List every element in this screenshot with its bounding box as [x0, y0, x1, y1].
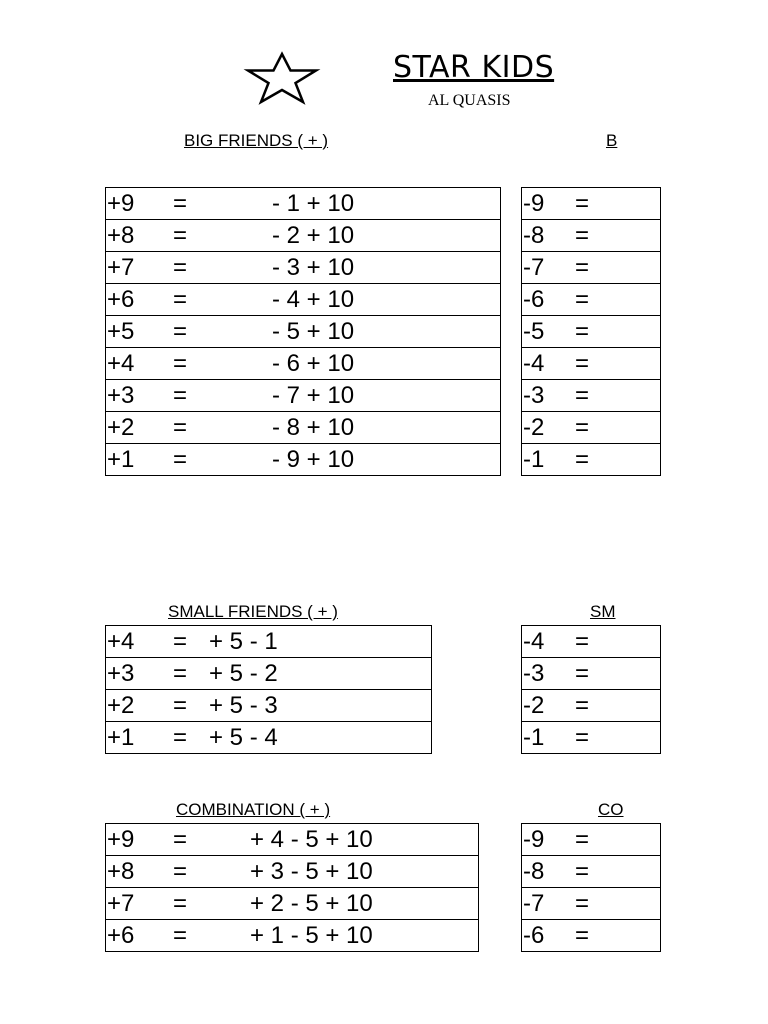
equals-cell: =: [173, 824, 203, 856]
operand-cell: +1: [106, 722, 174, 754]
table-row: [522, 444, 661, 476]
table-row: [106, 220, 501, 252]
operand-cell: -2: [522, 690, 576, 722]
table-row: [522, 824, 661, 856]
expression-cell: + 5 - 2: [209, 658, 432, 690]
table-row: [522, 252, 661, 284]
expression-cell: - 1 + 10: [203, 188, 501, 220]
equals-cell: =: [173, 412, 203, 444]
page-title: STAR KIDS: [393, 50, 555, 85]
table-row: [106, 380, 501, 412]
operand-cell: +4: [106, 348, 174, 380]
table-row: [106, 658, 432, 690]
equals-cell: =: [173, 888, 203, 920]
table-row: [106, 284, 501, 316]
operand-cell: +5: [106, 316, 174, 348]
table-row: [522, 348, 661, 380]
small-friends-minus-table: [521, 625, 661, 754]
expression-cell: [605, 188, 661, 220]
expression-cell: [605, 722, 661, 754]
table-row: [522, 856, 661, 888]
operand-cell: -3: [522, 658, 576, 690]
operand-cell: -6: [522, 284, 576, 316]
table-row: [106, 920, 479, 952]
operand-cell: +7: [106, 252, 174, 284]
equals-cell: =: [173, 690, 209, 722]
table-row: [522, 722, 661, 754]
big-friends-plus-heading: BIG FRIENDS ( + ): [184, 131, 329, 150]
equals-cell: =: [575, 824, 605, 856]
table-row: [106, 316, 501, 348]
expression-cell: - 4 + 10: [203, 284, 501, 316]
expression-cell: [605, 252, 661, 284]
small-friends-minus-heading: SM: [590, 602, 616, 621]
table-row: [522, 188, 661, 220]
expression-cell: [605, 626, 661, 658]
expression-cell: + 3 - 5 + 10: [203, 856, 479, 888]
equals-cell: =: [173, 920, 203, 952]
equals-cell: =: [173, 658, 209, 690]
small-friends-plus-table: [105, 625, 432, 754]
equals-cell: =: [575, 920, 605, 952]
operand-cell: +2: [106, 690, 174, 722]
equals-cell: =: [173, 380, 203, 412]
operand-cell: -6: [522, 920, 576, 952]
big-friends-plus-table: [105, 187, 501, 476]
combination-minus-table: [521, 823, 661, 952]
expression-cell: - 9 + 10: [203, 444, 501, 476]
expression-cell: - 5 + 10: [203, 316, 501, 348]
small-friends-plus-heading: SMALL FRIENDS ( + ): [168, 602, 338, 621]
expression-cell: + 2 - 5 + 10: [203, 888, 479, 920]
operand-cell: +9: [106, 188, 174, 220]
expression-cell: [605, 658, 661, 690]
equals-cell: =: [575, 658, 605, 690]
equals-cell: =: [173, 722, 209, 754]
operand-cell: -3: [522, 380, 576, 412]
equals-cell: =: [173, 856, 203, 888]
operand-cell: -4: [522, 348, 576, 380]
operand-cell: -1: [522, 444, 576, 476]
equals-cell: =: [575, 188, 605, 220]
operand-cell: +3: [106, 658, 174, 690]
table-row: [106, 690, 432, 722]
operand-cell: +3: [106, 380, 174, 412]
table-row: [106, 888, 479, 920]
table-row: [106, 444, 501, 476]
big-friends-minus-heading: B: [606, 131, 618, 150]
expression-cell: [605, 348, 661, 380]
equals-cell: =: [575, 444, 605, 476]
operand-cell: +6: [106, 920, 174, 952]
expression-cell: [605, 888, 661, 920]
operand-cell: +9: [106, 824, 174, 856]
equals-cell: =: [173, 444, 203, 476]
expression-cell: + 4 - 5 + 10: [203, 824, 479, 856]
expression-cell: - 3 + 10: [203, 252, 501, 284]
table-row: [522, 690, 661, 722]
expression-cell: [605, 690, 661, 722]
operand-cell: -9: [522, 188, 576, 220]
table-row: [522, 380, 661, 412]
equals-cell: =: [575, 412, 605, 444]
operand-cell: +4: [106, 626, 174, 658]
table-row: [106, 856, 479, 888]
table-row: [106, 252, 501, 284]
expression-cell: - 2 + 10: [203, 220, 501, 252]
operand-cell: +7: [106, 888, 174, 920]
expression-cell: + 5 - 4: [209, 722, 432, 754]
star-icon: [246, 52, 318, 104]
combination-plus-table: [105, 823, 479, 952]
operand-cell: -9: [522, 824, 576, 856]
equals-cell: =: [173, 252, 203, 284]
expression-cell: [605, 412, 661, 444]
expression-cell: [605, 220, 661, 252]
expression-cell: - 7 + 10: [203, 380, 501, 412]
operand-cell: -8: [522, 220, 576, 252]
page-subtitle: AL QUASIS: [428, 92, 511, 109]
table-row: [106, 188, 501, 220]
equals-cell: =: [173, 316, 203, 348]
equals-cell: =: [575, 220, 605, 252]
equals-cell: =: [575, 856, 605, 888]
expression-cell: + 1 - 5 + 10: [203, 920, 479, 952]
equals-cell: =: [575, 888, 605, 920]
table-row: [522, 920, 661, 952]
operand-cell: +8: [106, 856, 174, 888]
table-row: [106, 824, 479, 856]
table-row: [522, 658, 661, 690]
equals-cell: =: [173, 348, 203, 380]
equals-cell: =: [575, 690, 605, 722]
expression-cell: - 8 + 10: [203, 412, 501, 444]
table-row: [106, 722, 432, 754]
big-friends-minus-table: [521, 187, 661, 476]
combination-plus-heading: COMBINATION ( + ): [176, 800, 331, 819]
equals-cell: =: [575, 284, 605, 316]
table-row: [522, 626, 661, 658]
expression-cell: [605, 316, 661, 348]
expression-cell: [605, 824, 661, 856]
operand-cell: -7: [522, 888, 576, 920]
operand-cell: -2: [522, 412, 576, 444]
operand-cell: -8: [522, 856, 576, 888]
operand-cell: -5: [522, 316, 576, 348]
equals-cell: =: [173, 220, 203, 252]
table-row: [106, 348, 501, 380]
equals-cell: =: [173, 188, 203, 220]
operand-cell: -1: [522, 722, 576, 754]
operand-cell: +6: [106, 284, 174, 316]
expression-cell: [605, 856, 661, 888]
expression-cell: - 6 + 10: [203, 348, 501, 380]
equals-cell: =: [575, 722, 605, 754]
expression-cell: + 5 - 3: [209, 690, 432, 722]
operand-cell: +8: [106, 220, 174, 252]
expression-cell: [605, 444, 661, 476]
expression-cell: + 5 - 1: [209, 626, 432, 658]
equals-cell: =: [575, 626, 605, 658]
table-row: [106, 626, 432, 658]
operand-cell: -7: [522, 252, 576, 284]
equals-cell: =: [575, 316, 605, 348]
expression-cell: [605, 920, 661, 952]
operand-cell: +2: [106, 412, 174, 444]
table-row: [522, 412, 661, 444]
expression-cell: [605, 284, 661, 316]
table-row: [522, 220, 661, 252]
operand-cell: +1: [106, 444, 174, 476]
table-row: [522, 888, 661, 920]
table-row: [106, 412, 501, 444]
equals-cell: =: [575, 380, 605, 412]
expression-cell: [605, 380, 661, 412]
equals-cell: =: [173, 626, 209, 658]
table-row: [522, 316, 661, 348]
combination-minus-heading: CO: [598, 800, 624, 819]
table-row: [522, 284, 661, 316]
equals-cell: =: [173, 284, 203, 316]
equals-cell: =: [575, 348, 605, 380]
equals-cell: =: [575, 252, 605, 284]
operand-cell: -4: [522, 626, 576, 658]
